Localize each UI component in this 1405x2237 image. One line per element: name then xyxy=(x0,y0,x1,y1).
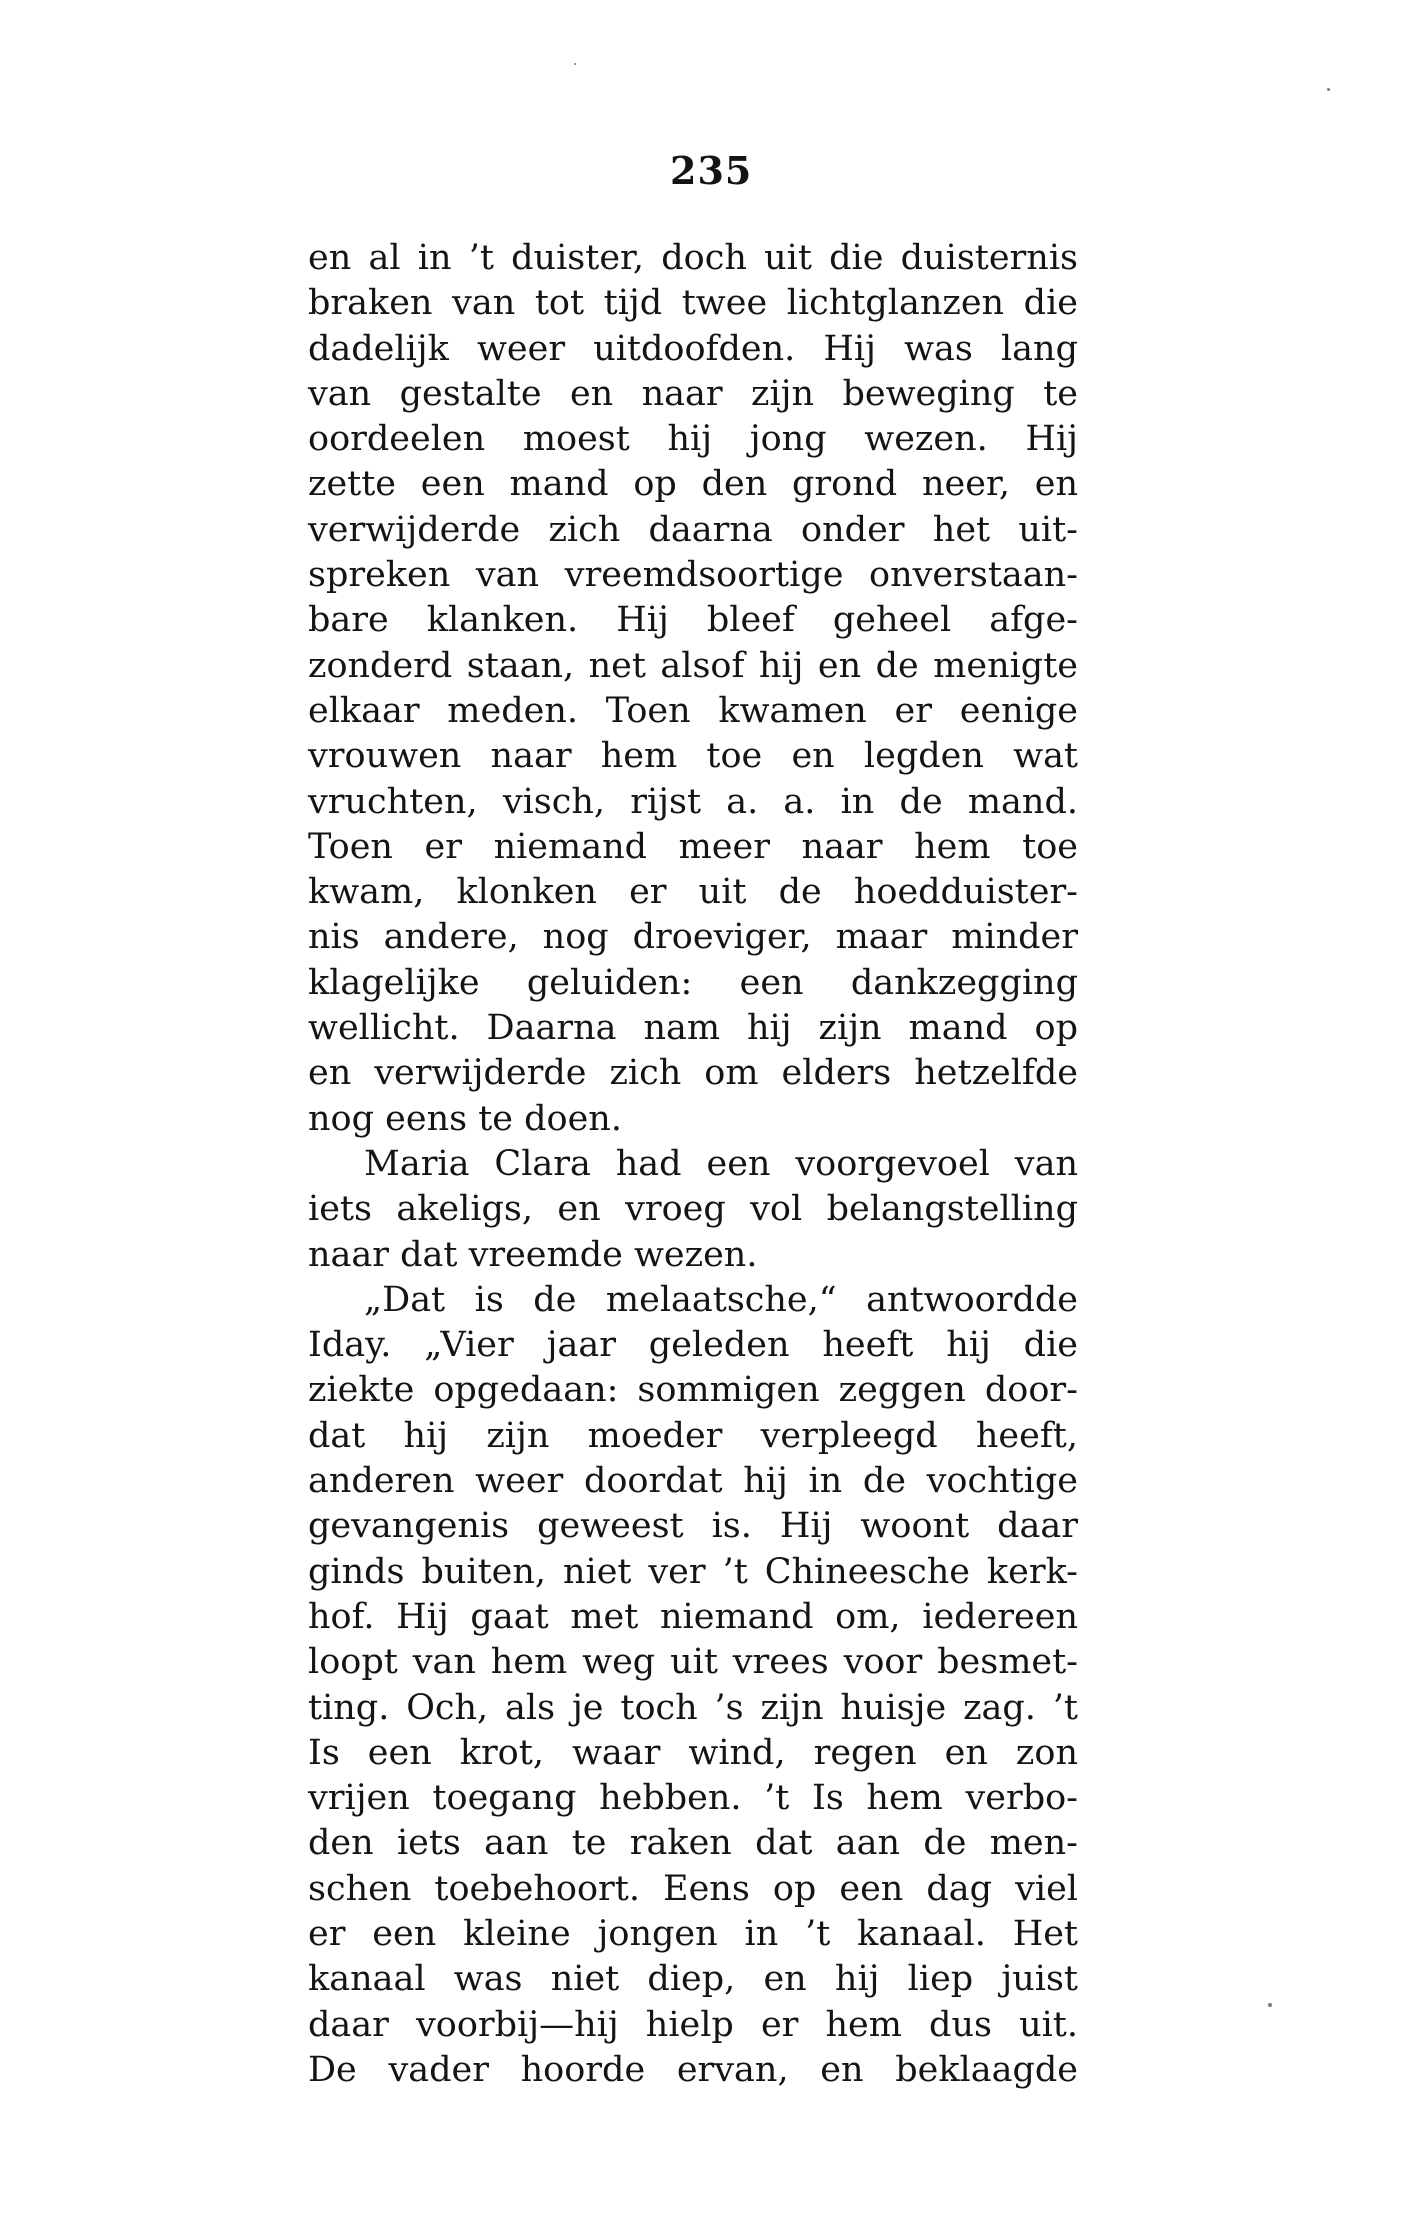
text-line: Is een krot, waar wind, regen en zon xyxy=(308,1732,1078,1773)
text-line: schen toebehoort. Eens op een dag viel xyxy=(308,1868,1078,1909)
text-line: klagelijke geluiden: een dankzegging xyxy=(308,962,1078,1003)
scan-speck xyxy=(574,63,576,65)
text-line: kwam, klonken er uit de hoedduister- xyxy=(308,872,1078,913)
text-line: en verwijderde zich om elders hetzelfde xyxy=(308,1053,1078,1094)
text-line: kanaal was niet diep, en hij liep juist xyxy=(308,1959,1078,2000)
text-line: „Dat is de melaatsche,“ antwoordde xyxy=(364,1279,1078,1320)
text-line: daar voorbij—hij hielp er hem dus uit. xyxy=(308,2004,1078,2045)
text-line: elkaar meden. Toen kwamen er eenige xyxy=(308,690,1078,731)
text-line: den iets aan te raken dat aan de men- xyxy=(308,1823,1078,1864)
text-line: wellicht. Daarna nam hij zijn mand op xyxy=(308,1008,1078,1049)
text-line: naar dat vreemde wezen. xyxy=(308,1234,758,1275)
text-line: bare klanken. Hij bleef geheel afge- xyxy=(308,600,1078,641)
text-line: Toen er niemand meer naar hem toe xyxy=(308,826,1078,867)
text-line: er een kleine jongen in ’t kanaal. Het xyxy=(308,1913,1078,1954)
text-line: dat hij zijn moeder verpleegd heeft, xyxy=(308,1415,1078,1456)
text-line: braken van tot tijd twee lichtglanzen die xyxy=(308,283,1078,324)
text-line: nog eens te doen. xyxy=(308,1098,622,1139)
text-line: dadelijk weer uitdoofden. Hij was lang xyxy=(308,328,1078,369)
text-line: oordeelen moest hij jong wezen. Hij xyxy=(308,419,1078,460)
text-line: zonderd staan, net alsof hij en de menigte xyxy=(308,645,1078,686)
body-text xyxy=(308,236,1078,2093)
text-line: spreken van vreemdsoortige onverstaan- xyxy=(308,555,1078,596)
page-number: 235 xyxy=(670,148,753,193)
scan-speck xyxy=(1268,2003,1272,2007)
text-line: loopt van hem weg uit vrees voor besmet- xyxy=(308,1642,1078,1683)
text-line: De vader hoorde ervan, en beklaagde xyxy=(308,2049,1078,2090)
text-line: iets akeligs, en vroeg vol belangstelling xyxy=(308,1189,1078,1230)
text-line: vrijen toegang hebben. ’t Is hem verbo- xyxy=(308,1778,1078,1819)
text-line: verwijderde zich daarna onder het uit- xyxy=(308,509,1078,550)
text-line: Maria Clara had een voorgevoel van xyxy=(364,1143,1078,1184)
text-line: nis andere, nog droeviger, maar minder xyxy=(308,917,1078,958)
text-line: gevangenis geweest is. Hij woont daar xyxy=(308,1506,1078,1547)
text-line: ziekte opgedaan: sommigen zeggen door- xyxy=(308,1370,1078,1411)
text-line: ginds buiten, niet ver ’t Chineesche kerk- xyxy=(308,1551,1078,1592)
text-line: en al in ’t duister, doch uit die duisternis xyxy=(308,238,1078,278)
text-line: ting. Och, als je toch ’s zijn huisje zag. ’t xyxy=(308,1687,1078,1728)
text-line: hof. Hij gaat met niemand om, iedereen xyxy=(308,1596,1078,1637)
text-line: Iday. „Vier jaar geleden heeft hij die xyxy=(308,1325,1078,1366)
text-line: zette een mand op den grond neer, en xyxy=(308,464,1078,505)
text-line: anderen weer doordat hij in de vochtige xyxy=(308,1461,1078,1502)
scan-speck xyxy=(1327,88,1330,91)
text-line: vrouwen naar hem toe en legden wat xyxy=(308,736,1078,777)
text-line: vruchten, visch, rijst a. a. in de mand. xyxy=(308,781,1078,822)
text-line: van gestalte en naar zijn beweging te xyxy=(308,373,1078,414)
